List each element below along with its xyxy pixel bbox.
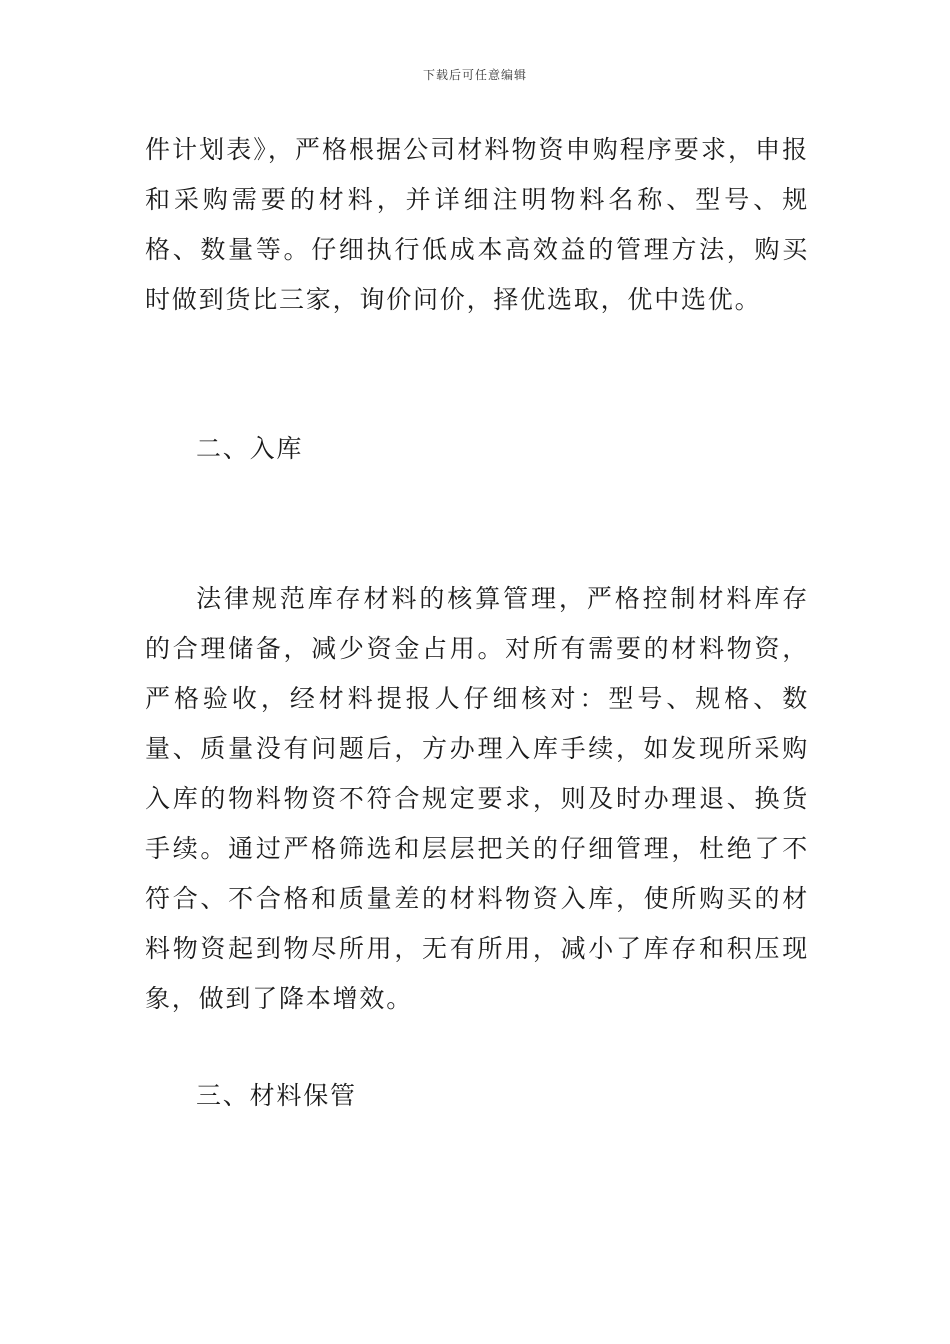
- paragraph-procurement: 件计划表》，严格根据公司材料物资申购程序要求，申报和采购需要的材料，并详细注明物料名称、型号、规格、数量等。仔细执行低成本高效益的管理方法，购买时做到货比三家，询价问价，择优选取，优中选优。: [145, 135, 809, 314]
- paragraph-warehousing-text: 法律规范库存材料的核算管理，严格控制材料库存的合理储备，减少资金占用。对所有需要的材料物资，严格验收，经材料提报人仔细核对：型号、规格、数量、质量没有问题后，方办理入库手续，如发现所采购入库的物料物资不符合规定要求，则及时办理退、换货手续。通过严格筛选和层层把关的仔细管理，杜绝了不符合、不合格和质量差的材料物资入库，使所购买的材料物资起到物尽所用，无有所用，减小了库存和积压现象，做到了降本增效。: [145, 584, 809, 1013]
- paragraph-warehousing: [145, 574, 809, 1024]
- section-heading-material-storage: 三、材料保管: [196, 1081, 357, 1110]
- section-heading-warehousing: 二、入库: [196, 434, 304, 463]
- page-header: 下载后可任意编辑: [422, 68, 527, 82]
